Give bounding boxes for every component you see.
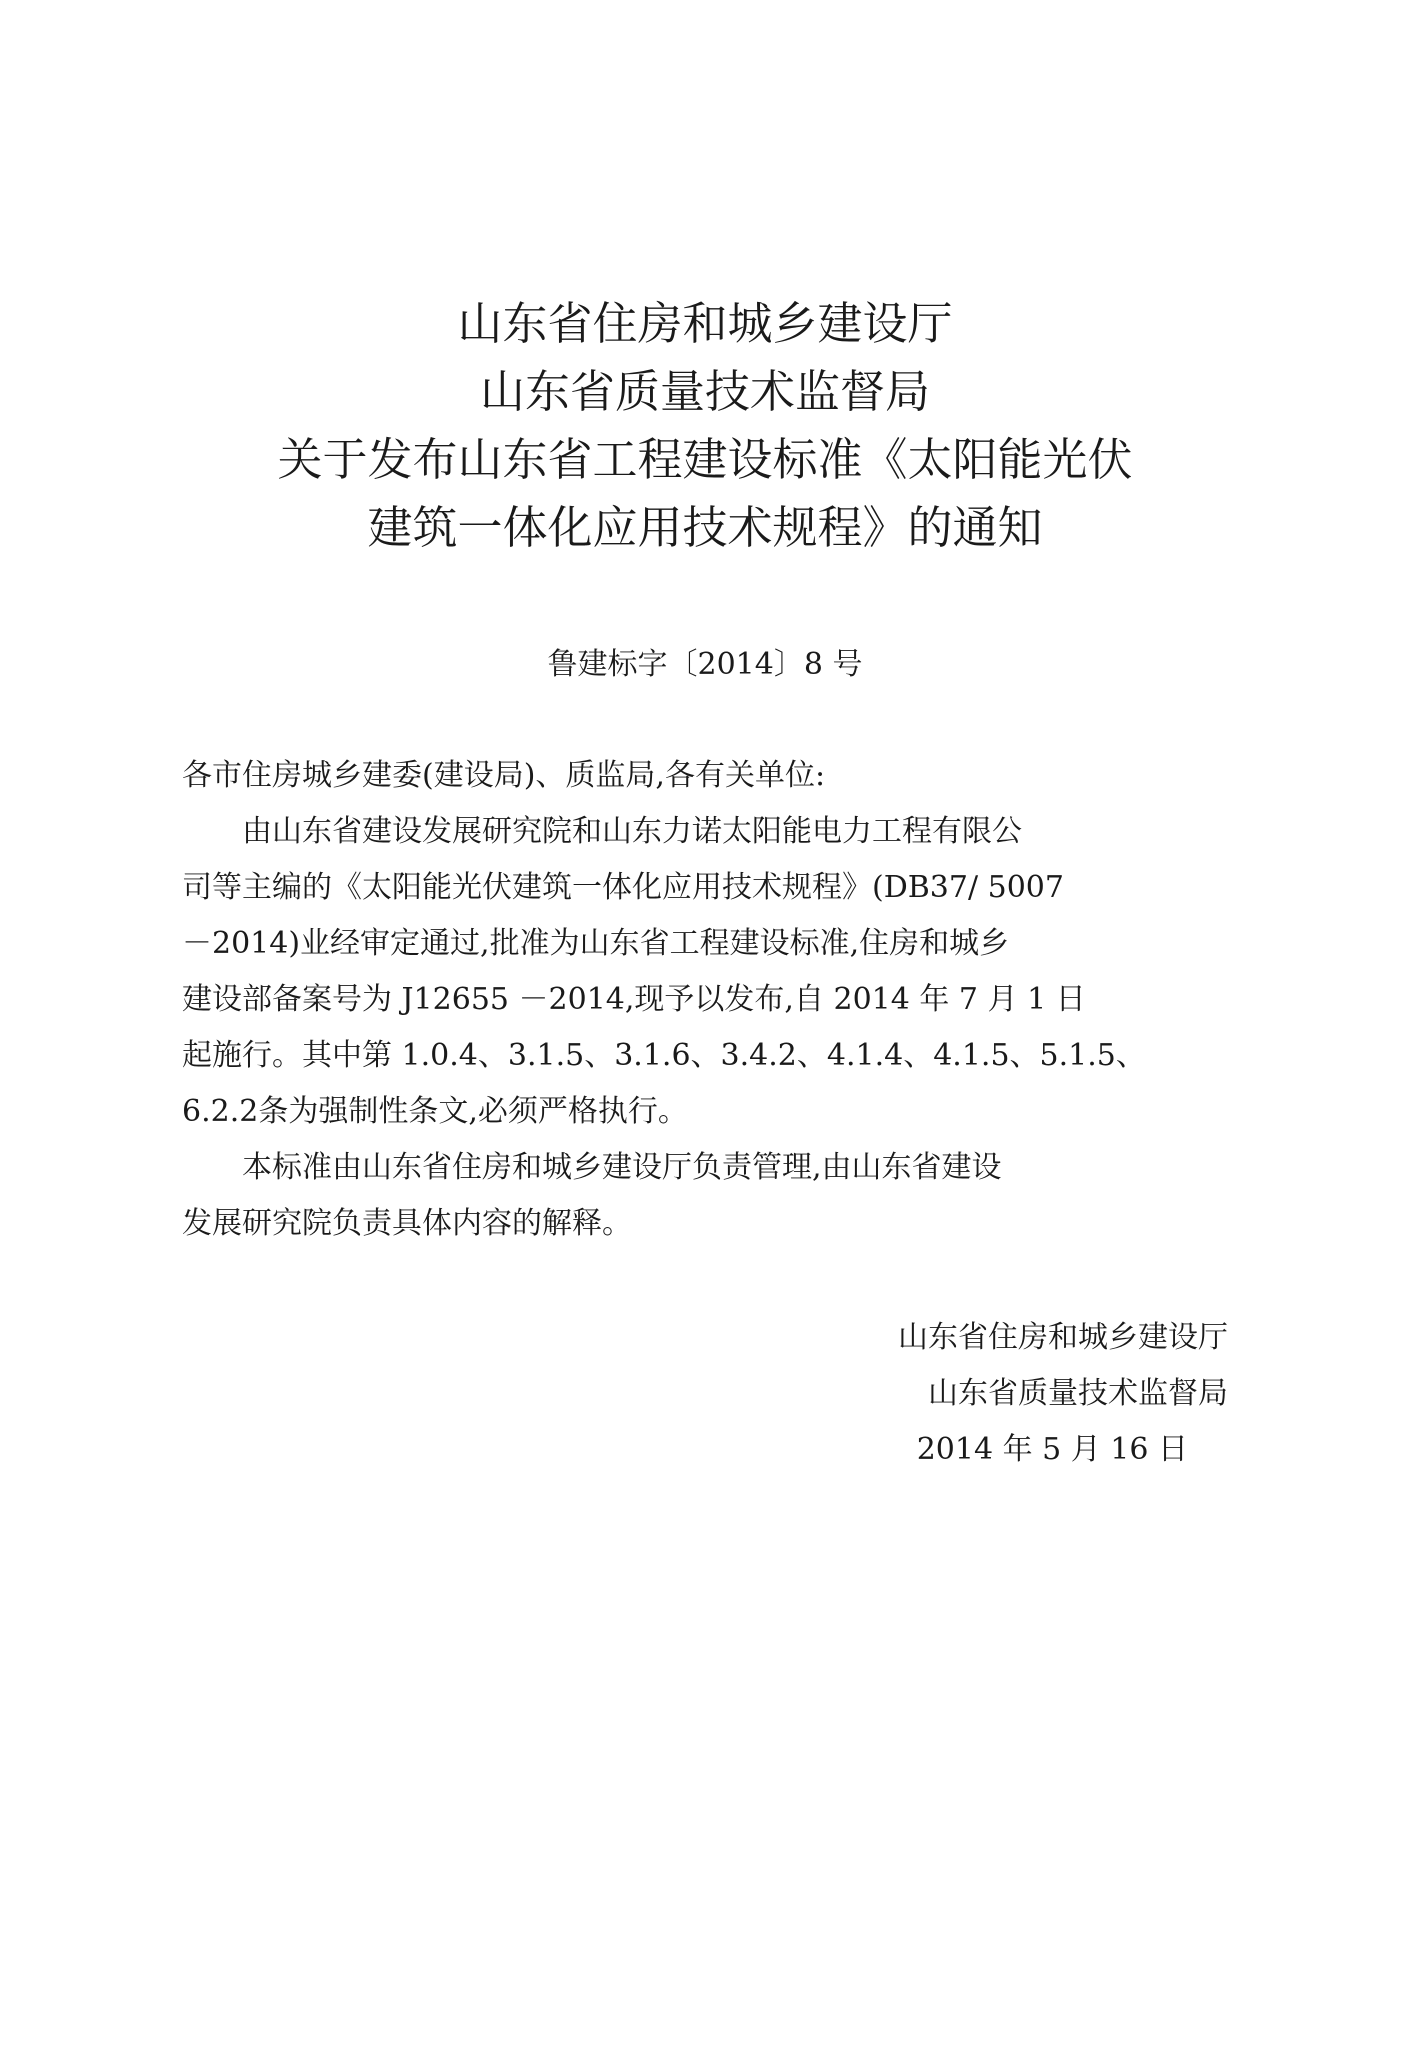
paragraph-line: 起施行。其中第 1.0.4、3.1.5、3.1.6、3.4.2、4.1.4、4.1.5、5.1.5、 <box>182 1038 1146 1073</box>
paragraph-line: 由山东省建设发展研究院和山东力诺太阳能电力工程有限公 <box>242 814 1022 849</box>
signature-org-1: 山东省住房和城乡建设厅 <box>898 1320 1228 1355</box>
title-line-issuer-2: 山东省质量技术监督局 <box>479 365 930 418</box>
paragraph-line: －2014)业经审定通过,批准为山东省工程建设标准,住房和城乡 <box>182 926 1010 961</box>
notice-title <box>0 290 1410 562</box>
paragraph-line: 司等主编的《太阳能光伏建筑一体化应用技术规程》(DB37/ 5007 <box>182 870 1064 905</box>
title-line-issuer-1: 山东省住房和城乡建设厅 <box>457 297 953 350</box>
paragraph-line: 6.2.2条为强制性条文,必须严格执行。 <box>182 1094 688 1129</box>
paragraph-line: 本标准由山东省住房和城乡建设厅负责管理,由山东省建设 <box>242 1150 1002 1185</box>
paragraph-2 <box>182 1140 1232 1252</box>
paragraph-line: 建设部备案号为 J12655 －2014,现予以发布,自 2014 年 7 月 1 日 <box>182 982 1086 1017</box>
salutation: 各市住房城乡建委(建设局)、质监局,各有关单位: <box>182 758 826 793</box>
paragraph-line: 发展研究院负责具体内容的解释。 <box>182 1206 632 1241</box>
document-number: 鲁建标字〔2014〕8 号 <box>547 647 863 682</box>
title-line-subject-2: 建筑一体化应用技术规程》的通知 <box>367 501 1043 554</box>
signature-org-2: 山东省质量技术监督局 <box>928 1376 1228 1411</box>
signature-block <box>628 1310 1228 1478</box>
title-line-subject-1: 关于发布山东省工程建设标准《太阳能光伏 <box>277 433 1133 486</box>
notice-body <box>182 748 1232 1252</box>
paragraph-1 <box>182 804 1232 1140</box>
signature-date: 2014 年 5 月 16 日 <box>916 1432 1188 1467</box>
